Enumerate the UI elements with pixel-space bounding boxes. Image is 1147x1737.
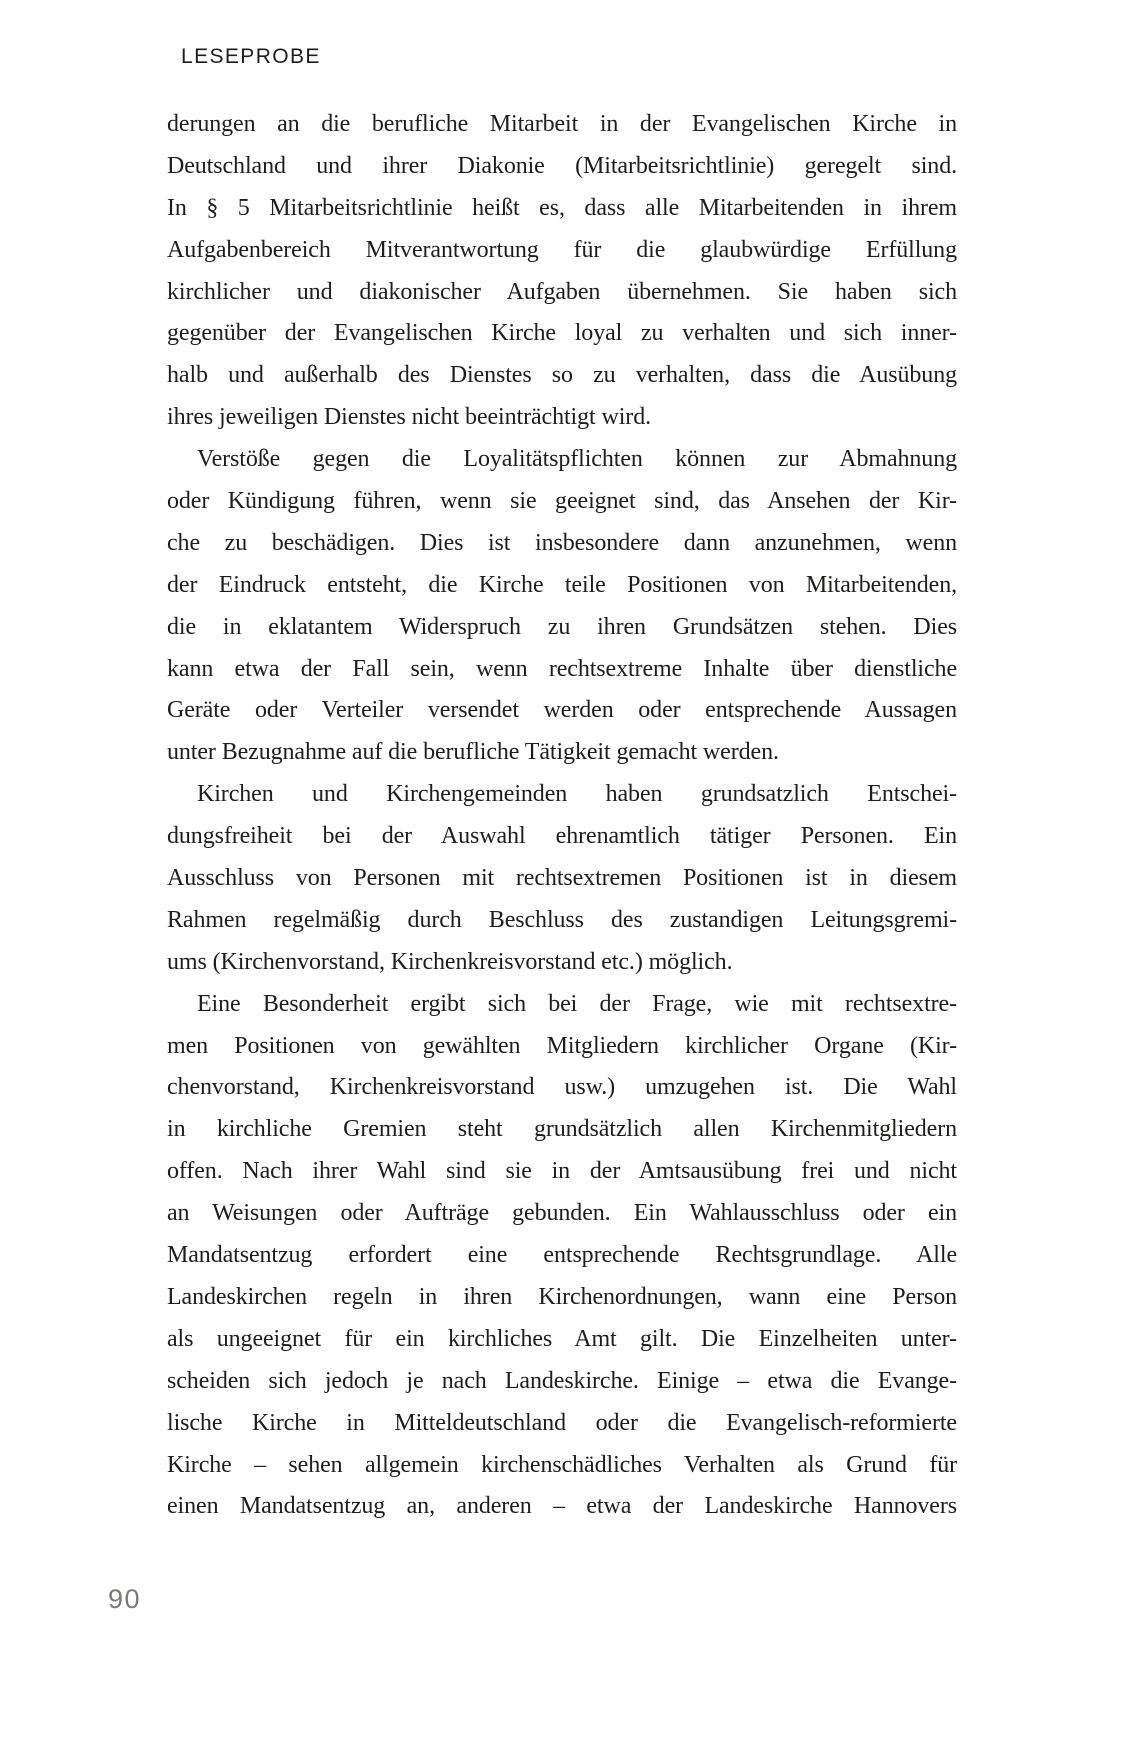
text-line: lische Kirche in Mitteldeutschland oder die Evangelisch-reformierte [167, 1409, 957, 1436]
text-line: der Eindruck entsteht, die Kirche teile Positionen von Mitarbeitenden, [167, 571, 957, 598]
text-line: Kirche – sehen allgemein kirchenschädliches Verhalten als Grund für [167, 1451, 957, 1478]
text-line: Ausschluss von Personen mit rechtsextremen Positionen ist in diesem [167, 865, 957, 892]
text-line: chenvorstand, Kirchenkreisvorstand usw.) umzugehen ist. Die Wahl [167, 1074, 957, 1101]
text-line: scheiden sich jedoch je nach Landeskirche. Einige – etwa die Evange- [167, 1367, 957, 1394]
text-line: ihres jeweiligen Dienstes nicht beeinträchtigt wird. [167, 404, 651, 431]
text-line: Rahmen regelmäßig durch Beschluss des zustandigen Leitungsgremi- [167, 906, 957, 933]
text-line: derungen an die berufliche Mitarbeit in der Evangelischen Kirche in [167, 111, 957, 137]
text-line: oder Kündigung führen, wenn sie geeignet sind, das Ansehen der Kir- [167, 488, 957, 515]
text-line: Mandatsentzug erfordert eine entsprechende Rechtsgrundlage. Alle [167, 1242, 957, 1269]
text-line: einen Mandatsentzug an, anderen – etwa der Landeskirche Hannovers [167, 1493, 957, 1520]
text-line: als ungeeignet für ein kirchliches Amt gilt. Die Einzelheiten unter- [167, 1325, 957, 1352]
text-line: Landeskirchen regeln in ihren Kirchenordnungen, wann eine Person [167, 1283, 957, 1310]
text-line: halb und außerhalb des Dienstes so zu verhalten, dass die Ausübung [167, 362, 957, 389]
text-line: in kirchliche Gremien steht grundsätzlich allen Kirchenmitgliedern [167, 1116, 957, 1143]
paragraph [167, 984, 957, 1529]
text-line: Geräte oder Verteiler versendet werden oder entsprechende Aussagen [167, 697, 957, 724]
text-line: unter Bezugnahme auf die berufliche Tätigkeit gemacht werden. [167, 739, 779, 766]
text-line: an Weisungen oder Aufträge gebunden. Ein Wahlausschluss oder ein [167, 1200, 957, 1227]
text-line: Kirchen und Kirchengemeinden haben grundsatzlich Entschei- [197, 781, 957, 808]
paragraph [167, 104, 957, 439]
page-number: 90 [108, 1584, 142, 1614]
text-line: ums (Kirchenvorstand, Kirchenkreisvorstand etc.) möglich. [167, 948, 733, 975]
text-line: Deutschland und ihrer Diakonie (Mitarbeitsrichtlinie) geregelt sind. [167, 152, 957, 179]
text-line: kann etwa der Fall sein, wenn rechtsextreme Inhalte über dienstliche [167, 655, 957, 682]
text-line: Aufgabenbereich Mitverantwortung für die glaubwürdige Erfüllung [167, 236, 957, 263]
page-header-label: LESEPROBE [181, 45, 321, 68]
body-text [167, 104, 957, 1528]
text-line: In § 5 Mitarbeitsrichtlinie heißt es, dass alle Mitarbeitenden in ihrem [167, 194, 957, 221]
text-line: che zu beschädigen. Dies ist insbesondere dann anzunehmen, wenn [167, 529, 957, 556]
text-line: Verstöße gegen die Loyalitätspflichten können zur Abmahnung [197, 446, 957, 473]
text-line: men Positionen von gewählten Mitgliedern kirchlicher Organe (Kir- [167, 1032, 957, 1059]
paragraph [167, 439, 957, 774]
text-line: offen. Nach ihrer Wahl sind sie in der Amtsausübung frei und nicht [167, 1158, 957, 1185]
text-line: dungsfreiheit bei der Auswahl ehrenamtlich tätiger Personen. Ein [167, 823, 957, 850]
text-line: kirchlicher und diakonischer Aufgaben übernehmen. Sie haben sich [167, 278, 957, 305]
text-line: gegenüber der Evangelischen Kirche loyal zu verhalten und sich inner- [167, 320, 957, 347]
paragraph [167, 774, 957, 983]
text-line: Eine Besonderheit ergibt sich bei der Frage, wie mit rechtsextre- [197, 990, 957, 1017]
text-line: die in eklatantem Widerspruch zu ihren Grundsätzen stehen. Dies [167, 613, 957, 640]
